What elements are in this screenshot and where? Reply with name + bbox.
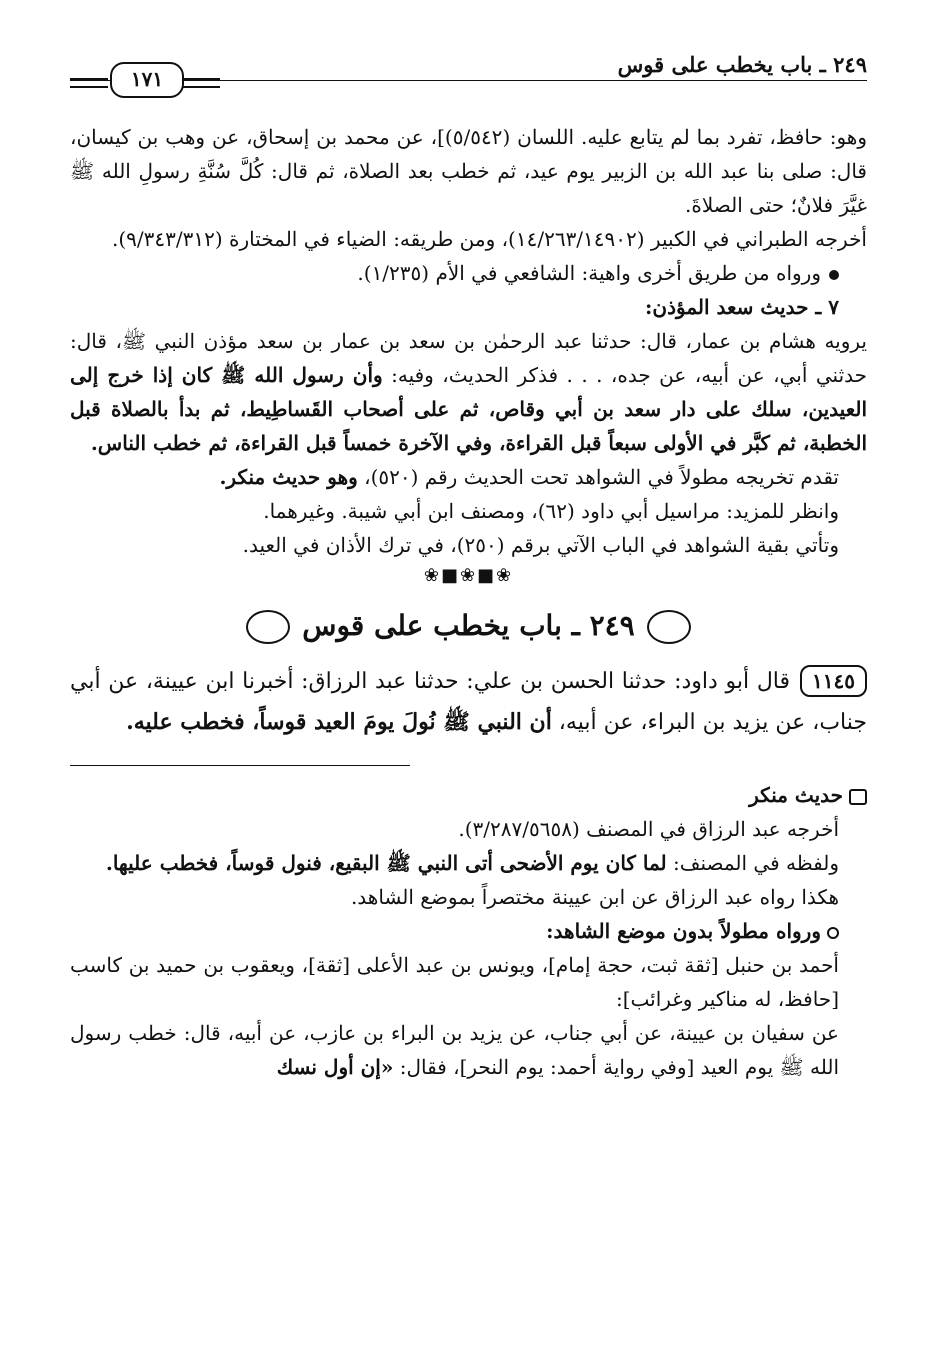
page-number-ornament-left [70,78,108,88]
paragraph [70,324,867,460]
hadith-number: ١١٤٥ [800,665,867,697]
paragraph: وانظر للمزيد: مراسيل أبي داود (٦٢)، ومصنف ابن أبي شيبة. وغيرهما. [263,499,839,523]
subheading [70,290,867,324]
hadith-chain: قال أبو داود: حدثنا الحسن بن علي: حدثنا عبد الرزاق: أخبرنا ابن عيينة، عن أبي جناب، عن يزيد بن البراء، عن أبيه، [70,669,867,735]
hadith-matn: أن النبي ﷺ نُولَ يومَ العيد قوساً، فخطب عليه. [126,709,552,735]
chapter-heading [70,598,867,654]
paragraph-bold-text: لما كان يوم الأضحى أتى النبي ﷺ البقيع، فنول قوساً، فخطب عليها. [105,851,667,875]
hadith-text [70,662,867,743]
paragraph [70,846,867,880]
paragraph-bold-text: ورواه مطولاً بدون موضع الشاهد: [546,919,821,943]
running-header [70,50,867,90]
page-number-ornament-right [182,78,220,88]
paragraph-text: يرويه هشام بن عمار، قال: حدثنا عبد الرحمٰن بن سعد بن عمار بن سعد مؤذن النبي ﷺ، قال: حدثني أبي، عن أبيه، عن جده، . . . فذكر الحديث، وفيه: [70,329,867,387]
paragraph [70,460,867,494]
grade-line [70,778,867,812]
paragraph-text: تقدم تخريجه مطولاً في الشواهد تحت الحديث رقم (٥٢٠)، [357,465,839,489]
section-ornament: ❀■❀■❀ [423,565,514,586]
paragraph [70,1016,867,1084]
page-number: ١٧١ [110,62,184,98]
paragraph: أخرجه الطبراني في الكبير (١٤/٢٦٣/١٤٩٠٢)، ومن طريقه: الضياء في المختارة (٩/٣٤٣/٣١٢). [111,227,867,251]
scroll-ornament-icon [647,610,691,644]
running-title: ٢٤٩ ـ باب يخطب على قوس [617,52,867,77]
paragraph: هكذا رواه عبد الرزاق عن ابن عيينة مختصراً بموضع الشاهد. [350,885,839,909]
page-body [70,120,867,1084]
footnote-separator [70,765,410,766]
paragraph [70,914,867,948]
paragraph: أخرجه عبد الرزاق في المصنف (٣/٢٨٧/٥٦٥٨). [458,817,839,841]
paragraph: وتأتي بقية الشواهد في الباب الآتي برقم (٢٥٠)، في ترك الأذان في العيد. [242,533,839,557]
subheading-text: ٧ ـ حديث سعد المؤذن: [645,295,839,319]
chapter-title: ٢٤٩ ـ باب يخطب على قوس [302,609,635,642]
grade-icon [849,789,867,805]
paragraph-bold-text: «إن أول نسك [276,1055,394,1079]
chapter-title-frame [252,598,684,654]
bullet-icon [829,270,839,280]
paragraph-text: ولفظه في المصنف: [666,851,839,875]
paragraph-bold-text: وأن رسول الله ﷺ كان إذا خرج إلى العيدين، سلك على دار سعد بن أبي وقاص، ثم على أصحاب القَساطِيط، ثم بدأ بالصلاة قبل الخطبة، ثم كبَّر في الأولى سبعاً قبل القراءة، وفي الآخرة خمساً قبل القراءة، ثم خطب الناس. [70,363,867,455]
paragraph: وهو: حافظ، تفرد بما لم يتابع عليه. اللسان (٥/٥٤٢)]، عن محمد بن إسحاق، عن وهب بن كيسان، قال: صلى بنا عبد الله بن الزبير يوم عيد، ثم خطب بعد الصلاة، ثم قال: كُلَّ سُنَّةِ رسولِ الله ﷺ غيَّرَ فلانٌ؛ حتى الصلاةَ. [70,125,867,217]
bullet-paragraph [70,256,867,290]
ring-icon [827,927,839,939]
paragraph: أحمد بن حنبل [ثقة ثبت، حجة إمام]، ويونس بن عبد الأعلى [ثقة]، ويعقوب بن حميد بن كاسب [حافظ، له مناكير وغرائب]: [70,953,839,1011]
paragraph-text: عن سفيان بن عيينة، عن أبي جناب، عن يزيد بن البراء بن عازب، عن أبيه، قال: خطب رسول الله ﷺ يوم العيد [وفي رواية أحمد: يوم النحر]، فقال: [70,1021,839,1079]
grade-text: حديث منكر [749,783,843,807]
scroll-ornament-icon [246,610,290,644]
paragraph-text: ورواه من طريق أخرى واهية: الشافعي في الأم (١/٢٣٥). [357,261,821,285]
paragraph-bold-text: وهو حديث منكر. [219,465,358,489]
